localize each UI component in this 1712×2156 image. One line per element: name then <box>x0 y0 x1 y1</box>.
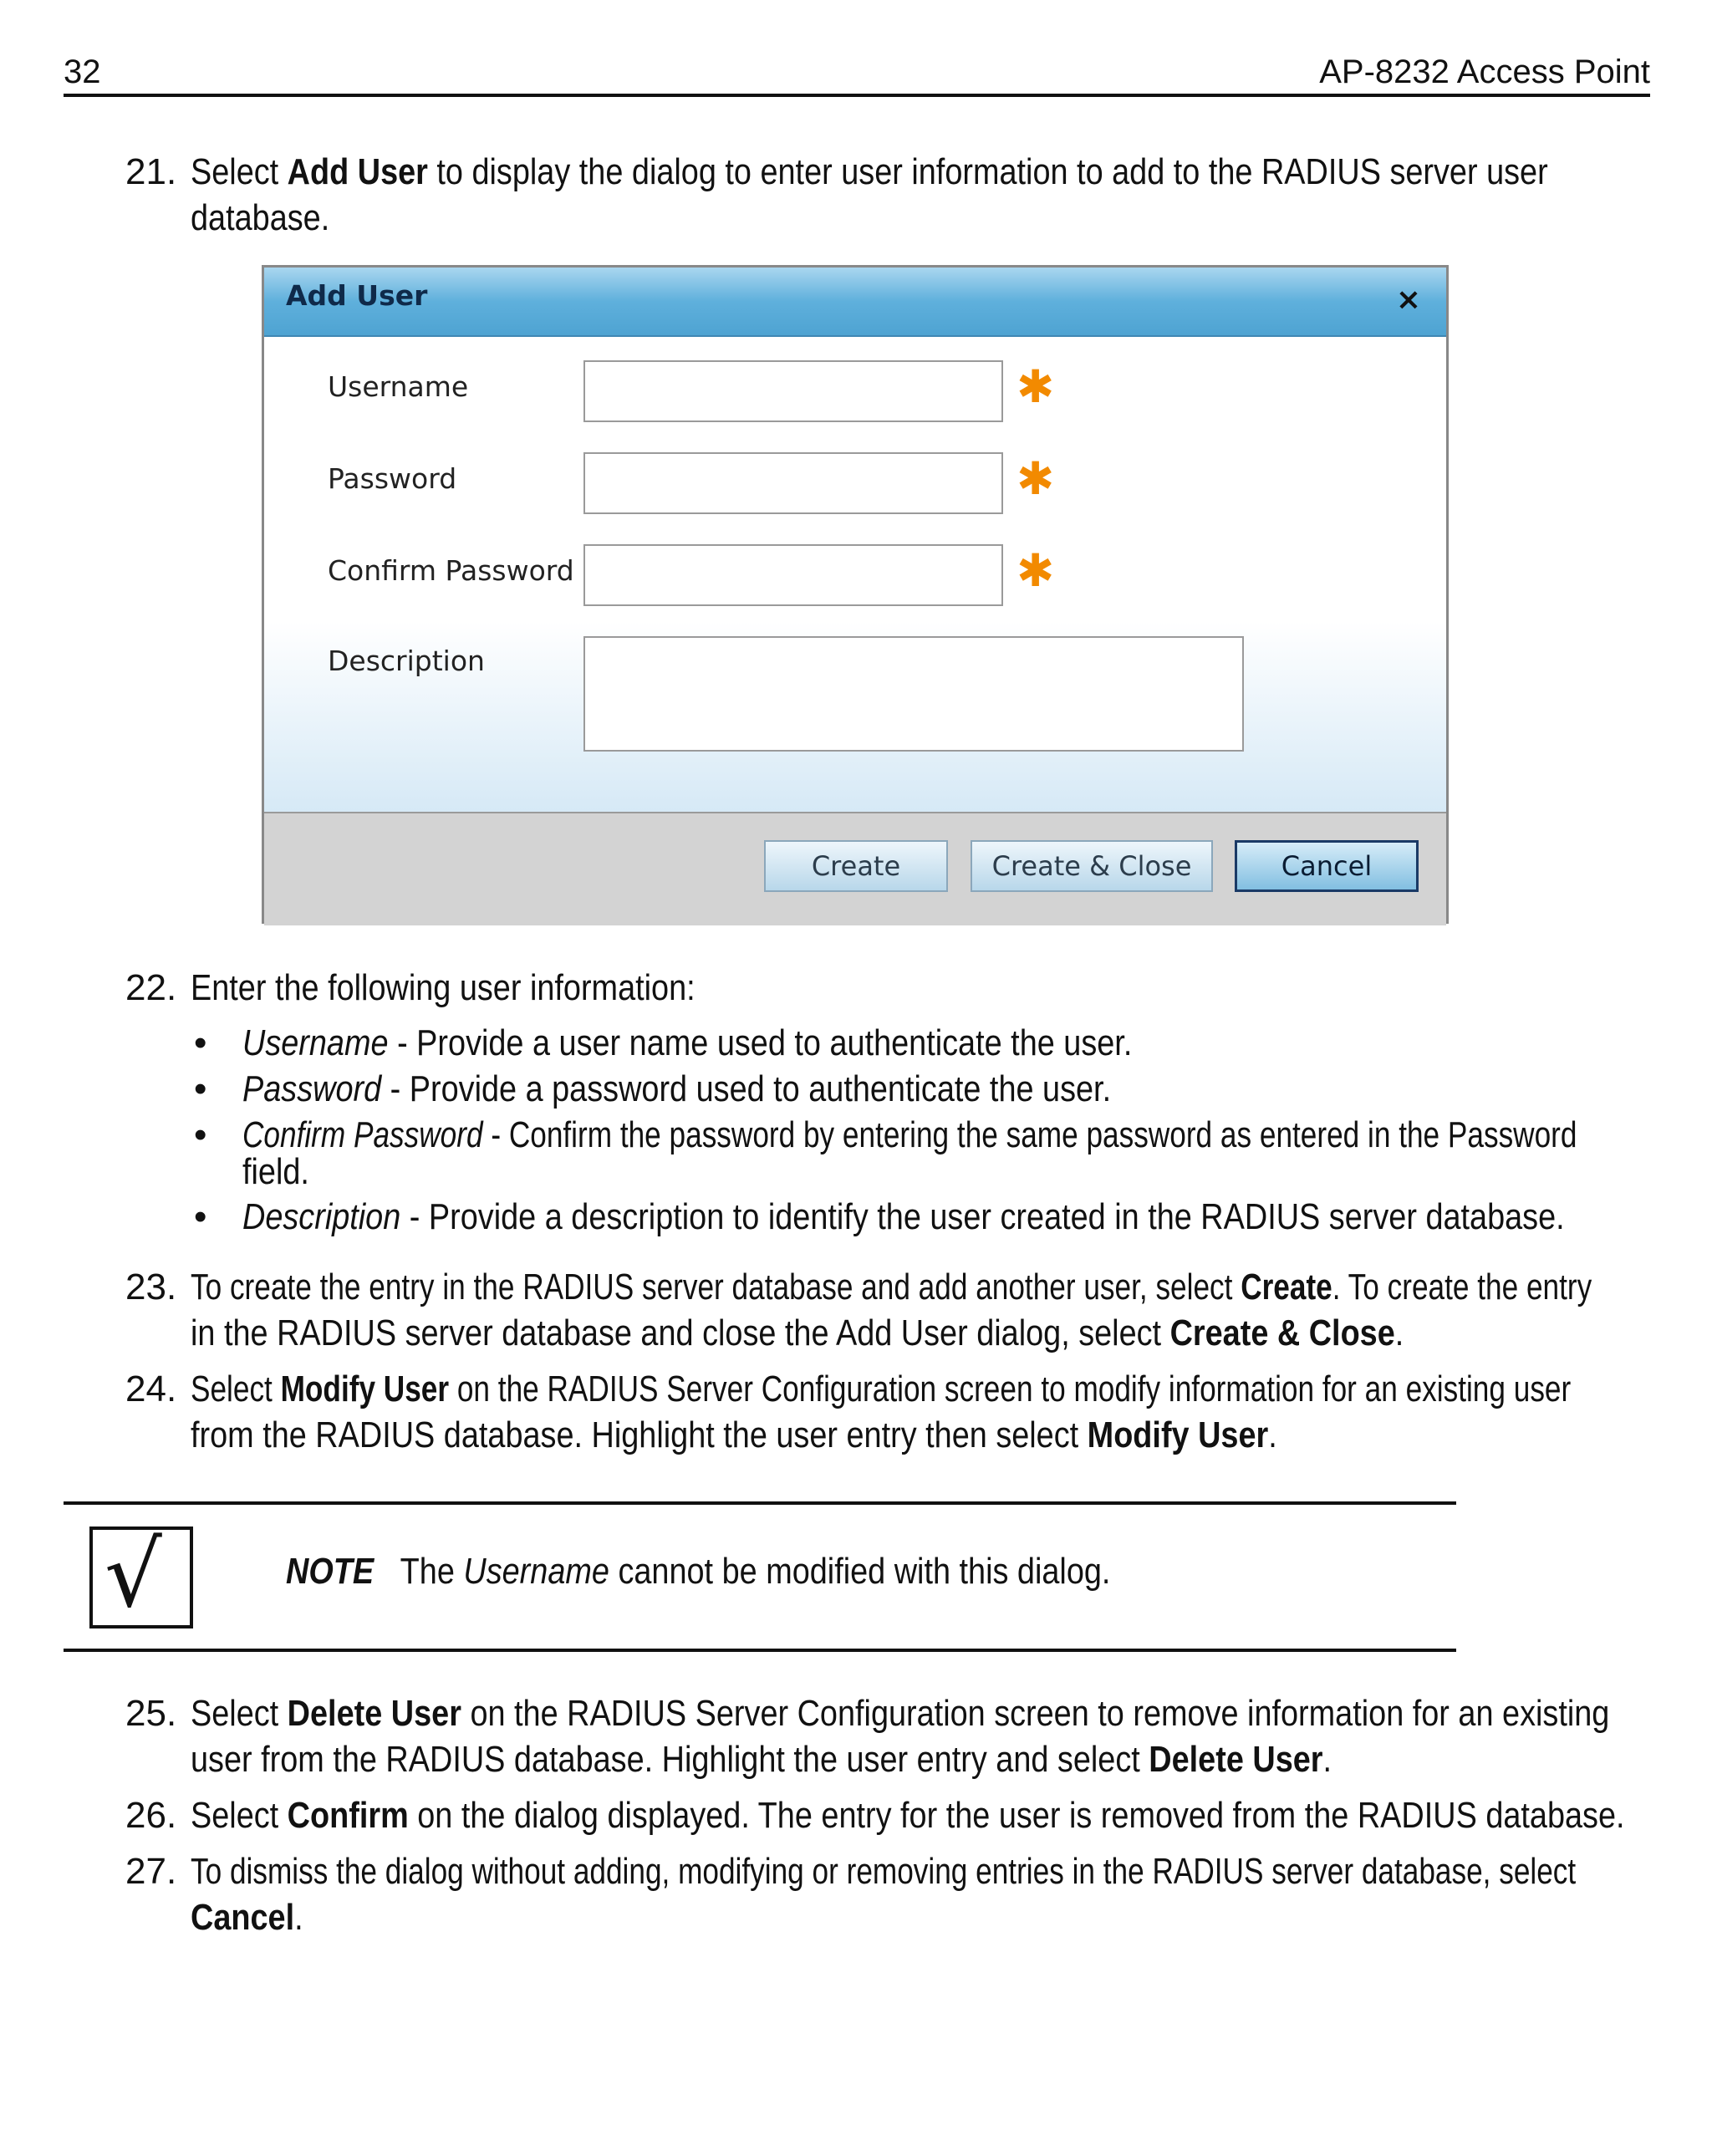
note-top-rule <box>64 1501 1456 1505</box>
page-header <box>64 50 1650 97</box>
step-text: Select Confirm on the dialog displayed. The entry for the user is removed from the RADIUS database. <box>191 1795 1625 1836</box>
description-input[interactable] <box>583 636 1244 752</box>
step-number: 27. <box>125 1851 177 1892</box>
step-text: Enter the following user information: <box>191 967 696 1008</box>
step-text: Select Modify User on the RADIUS Server Configuration screen to modify information for an existing user <box>191 1369 1572 1409</box>
step-number: 21. <box>125 151 177 192</box>
step-number: 23. <box>125 1267 177 1307</box>
description-label: Description <box>328 645 485 677</box>
step-text-line2: Cancel. <box>191 1897 303 1938</box>
step-number: 22. <box>125 967 177 1008</box>
confirm-password-input[interactable] <box>583 544 1003 606</box>
add-user-dialog <box>262 265 1449 924</box>
step-text-line2: from the RADIUS database. Highlight the user entry then select Modify User. <box>191 1414 1277 1455</box>
step-text: To dismiss the dialog without adding, modifying or removing entries in the RADIUS server database, select <box>191 1851 1577 1892</box>
confirm-password-label: Confirm Password <box>328 554 574 587</box>
document-page: 32 AP-8232 Access Point 21. Select Add User to display the dialog to enter user information to add to the RADIUS server user database. Add User × Username ✱ Password ✱ Confirm Password ✱ Description Create Create & Close Cancel 22. Enter the following user information: • Username - Provide a user name used to authenticate the user. • Password - Provide a password used to authenticate the user. • Confirm Password - Confirm the password by entering the same password as entered in the Password field. • Description - Provide a description to identify the user created in the RADIUS server database. 23. To create the entry in the RADIUS server database and add another user, select Create. To create the entry in the RADIUS server database and close the Add User dialog, select Create & Close. 24. Select Modify User on the RADIUS Server Configuration screen to modify information for an existing user from the RADIUS database. Highlight the user entry then select Modify User. √ NOTE The Username cannot be modified with this dialog. 25. Select Delete User on the RADIUS Server Configuration screen to remove information for an existing user from the RADIUS database. Highlight the user entry and select Delete User. 26. Select Confirm on the dialog displayed. The entry for the user is removed from the RADIUS database. 27. To dismiss the dialog without adding, modifying or removing entries in the RADIUS server database, select Cancel. <box>0 0 1712 2156</box>
dialog-footer <box>264 812 1446 925</box>
username-label: Username <box>328 370 469 403</box>
cancel-button[interactable]: Cancel <box>1235 840 1419 892</box>
page-number: 32 <box>64 54 101 90</box>
dialog-titlebar <box>264 268 1446 337</box>
step-number: 24. <box>125 1369 177 1409</box>
step-text-line2: in the RADIUS server database and close the Add User dialog, select Create & Close. <box>191 1312 1404 1353</box>
note-box <box>89 1523 193 1628</box>
password-label: Password <box>328 462 457 495</box>
create-close-button[interactable]: Create & Close <box>971 840 1213 892</box>
step-number: 26. <box>125 1795 177 1836</box>
checkmark-icon: √ <box>104 1523 162 1628</box>
create-button[interactable]: Create <box>764 840 948 892</box>
required-icon: ✱ <box>1016 544 1055 597</box>
password-input[interactable] <box>583 452 1003 514</box>
close-icon[interactable]: × <box>1395 283 1421 317</box>
step-text: Select Add User to display the dialog to enter user information to add to the RADIUS server user <box>191 151 1548 192</box>
document-title: AP-8232 Access Point <box>1319 54 1650 90</box>
dialog-body <box>264 337 1446 812</box>
note-bottom-rule <box>64 1649 1456 1652</box>
step-number: 25. <box>125 1693 177 1734</box>
note-text: NOTE The Username cannot be modified with this dialog. <box>286 1551 1111 1592</box>
username-input[interactable] <box>583 360 1003 422</box>
step-text: Select Delete User on the RADIUS Server Configuration screen to remove information for an existing <box>191 1693 1610 1734</box>
required-icon: ✱ <box>1016 452 1055 505</box>
step-text-line2: user from the RADIUS database. Highlight the user entry and select Delete User. <box>191 1739 1332 1780</box>
required-icon: ✱ <box>1016 360 1055 413</box>
step-text: To create the entry in the RADIUS server database and add another user, select Create. To create the entry <box>191 1267 1592 1307</box>
dialog-title: Add User <box>286 279 428 312</box>
step-text-line2: database. <box>191 197 330 238</box>
